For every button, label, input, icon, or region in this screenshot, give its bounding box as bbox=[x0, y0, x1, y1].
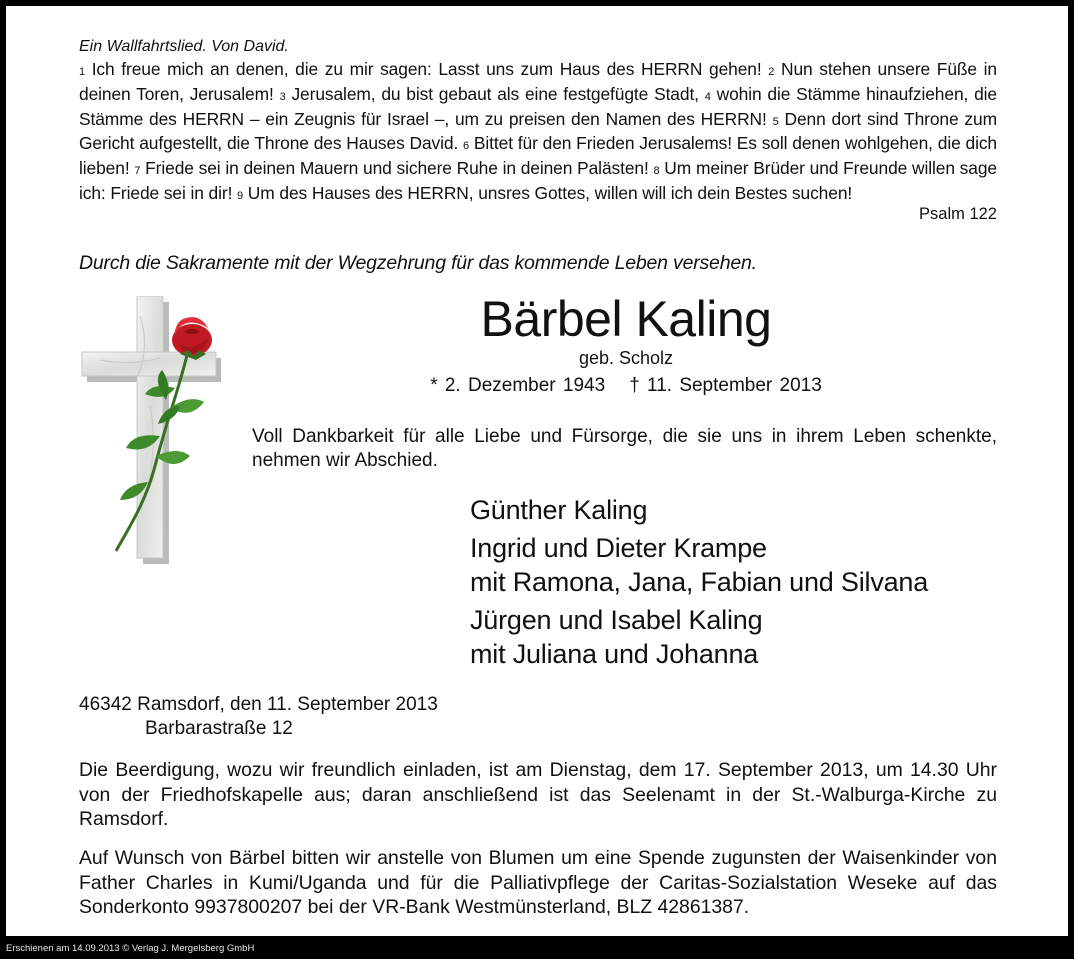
verse-number: 3 bbox=[279, 90, 286, 103]
verse-text: Ich freue mich an denen, die zu mir sagen: Lasst uns zum Haus des HERRN gehen! bbox=[85, 59, 769, 79]
psalm-title: Ein Wallfahrtslied. Von David. bbox=[79, 38, 289, 55]
gratitude-text: Voll Dankbarkeit für alle Liebe und Fürsorge, die sie uns in ihrem Leben schenkte, nehmen wir Abschied. bbox=[252, 426, 997, 471]
mourners-list bbox=[470, 493, 928, 675]
obituary-notice bbox=[6, 6, 1068, 936]
psalm-reference: Psalm 122 bbox=[919, 205, 997, 223]
death-date: † 11. September 2013 bbox=[629, 375, 822, 396]
place-date: 46342 Ramsdorf, den 11. September 2013 bbox=[79, 694, 438, 715]
verse-text: Denn dort sind Throne zum Gericht aufgestellt, die Throne des Hauses David. bbox=[79, 108, 997, 154]
verse-number: 1 bbox=[79, 66, 86, 78]
street-address: Barbarastraße 12 bbox=[145, 718, 293, 739]
verse-text: Friede sei in deinen Mauern und sichere Ruhe in deinen Palästen! bbox=[140, 158, 654, 179]
verse-text: Um meiner Brüder und Freunde willen sage ich: Friede sei in dir! bbox=[79, 158, 997, 203]
verse-text: Nun stehen unsere Füße in deinen Toren, Jerusalem! bbox=[79, 59, 998, 104]
verse-number: 8 bbox=[653, 165, 660, 178]
verse-number: 9 bbox=[237, 189, 244, 202]
verse-text: Um des Hauses des HERRN, unsres Gottes, willen will ich dein Bestes suchen! bbox=[243, 182, 853, 203]
mourner-line: mit Ramona, Jana, Fabian und Silvana bbox=[470, 567, 929, 597]
mourner-line: Günther Kaling bbox=[470, 495, 648, 525]
sacrament-line: Durch die Sakramente mit der Wegzehrung für das kommende Leben versehen. bbox=[79, 252, 757, 274]
verse-number: 7 bbox=[134, 165, 141, 178]
psalm-text bbox=[79, 59, 997, 208]
verse-text: Bittet für den Frieden Jerusalems! Es soll denen wohlgehen, die dich lieben! bbox=[79, 133, 997, 179]
mourner-line: Ingrid und Dieter Krampe bbox=[470, 533, 767, 563]
verse-number: 2 bbox=[768, 66, 775, 78]
deceased-name: Bärbel Kaling bbox=[480, 291, 772, 347]
mourner-line: mit Juliana und Johanna bbox=[470, 639, 759, 669]
mourner-line: Jürgen und Isabel Kaling bbox=[470, 605, 763, 635]
birth-date: * 2. Dezember 1943 bbox=[430, 375, 606, 396]
birth-name: geb. Scholz bbox=[578, 348, 674, 368]
address-block bbox=[79, 693, 438, 741]
life-dates bbox=[246, 375, 1006, 397]
verse-number: 6 bbox=[463, 140, 470, 153]
verse-text: wohin die Stämme hinaufziehen, die Stämme des HERRN – ein Zeugnis für Israel –, um zu preisen den Namen des HERRN! bbox=[79, 83, 997, 129]
cross-with-rose-image bbox=[80, 296, 240, 571]
donation-info: Auf Wunsch von Bärbel bitten wir anstelle von Blumen um eine Spende zugunsten der Waisenkinder von Father Charles in Kumi/Uganda und für die Palliativpflege der Caritas-Sozialstation Weseke auf das Sonderkonto 9937800207 bei der VR-Bank Westmünsterland, BLZ 42861387. bbox=[79, 847, 997, 918]
verse-number: 5 bbox=[772, 115, 779, 128]
publication-footer: Erschienen am 14.09.2013 © Verlag J. Mergelsberg GmbH bbox=[6, 943, 255, 954]
cross-rose-icon bbox=[80, 296, 240, 566]
funeral-info: Die Beerdigung, wozu wir freundlich einladen, ist am Dienstag, dem 17. September 2013, um 14.30 Uhr von der Friedhofskapelle aus; daran anschließend ist das Seelenamt in der St.-Walburga-Kirche zu Ramsdorf. bbox=[79, 759, 997, 830]
verse-text: Jerusalem, du bist gebaut als eine festgefügte Stadt, bbox=[285, 83, 705, 104]
verse-number: 4 bbox=[704, 90, 711, 103]
